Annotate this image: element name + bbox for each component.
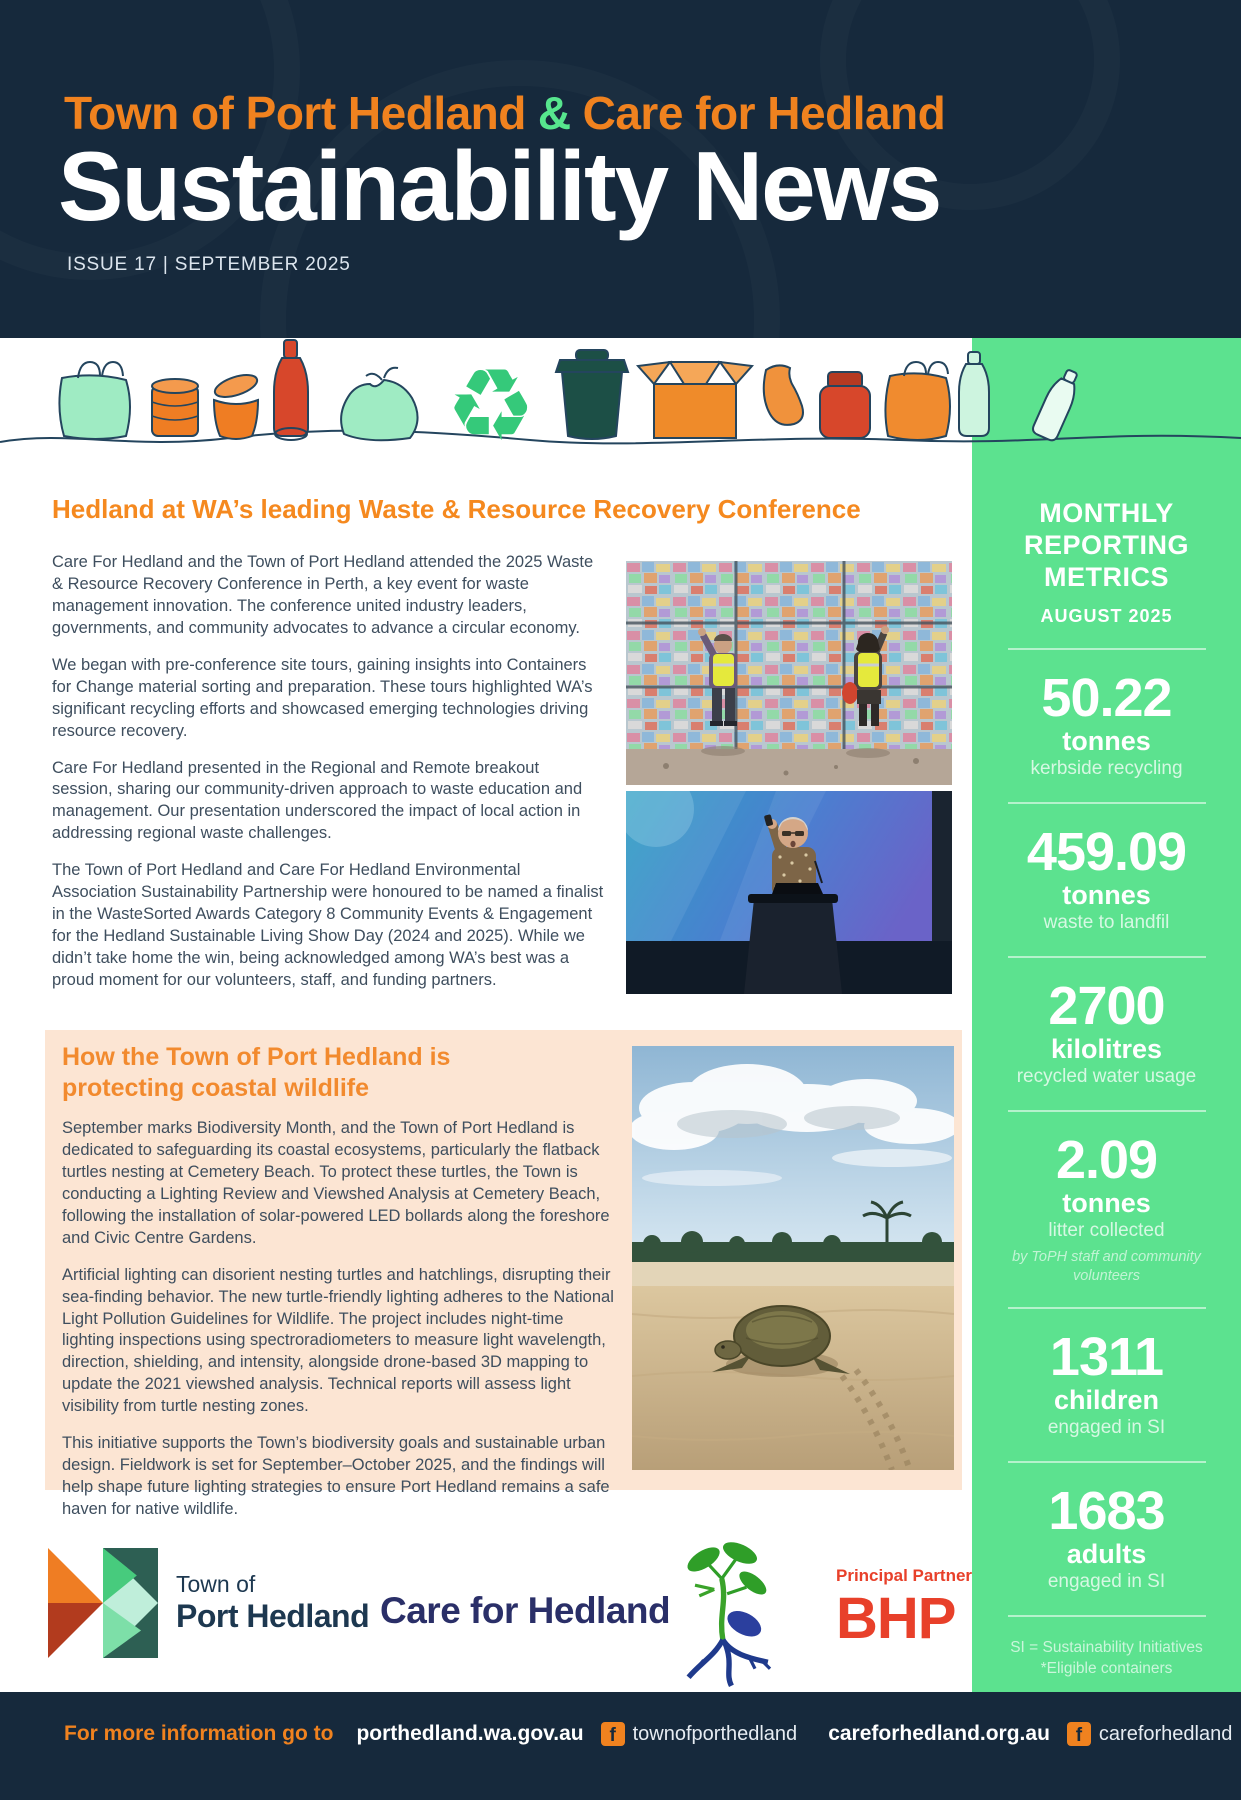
mangrove-seedling-icon	[670, 1538, 780, 1688]
metric-unit: kilolitres	[1050, 1033, 1163, 1064]
toph-website-link[interactable]: porthedland.wa.gov.au	[356, 1722, 584, 1745]
metric-value: 1311	[1049, 1326, 1164, 1387]
metric-unit: tonnes	[1062, 879, 1151, 910]
article2-body	[62, 1118, 614, 1536]
divider	[1008, 648, 1206, 650]
article2-heading: How the Town of Port Hedland is protecting coastal wildlife	[62, 1043, 451, 1102]
metric-label: waste to landfil	[1043, 912, 1170, 933]
bhp-partner-logo	[836, 1566, 973, 1651]
paragraph: The Town of Port Hedland and Care For Hedland Environmental Association Sustainability Partnership were honoured to be named a finalist in the WasteSorted Awards Category 8 Community Events & Engagement for the Hedland Sustainable Living Show Day (2024 and 2025). While we didn’t take home the win, being acknowledged among WA’s best was a proud moment for our volunteers, staff, and funding partners.	[52, 861, 604, 989]
toph-line1: Town of	[176, 1571, 256, 1597]
metric-value: 459.09	[1026, 821, 1187, 882]
paragraph: This initiative supports the Town’s biodiversity goals and sustainable urban design. Fieldwork is set for September–October 2025, and the findings will help shape future lighting strategies to ensure Port Hedland remains a safe haven for native wildlife.	[62, 1434, 610, 1518]
metric-unit: tonnes	[1062, 1187, 1151, 1218]
care-facebook-handle: careforhedland	[1098, 1722, 1233, 1745]
metric-litter-collected	[988, 1129, 1225, 1286]
issue-line: ISSUE 17 | SEPTEMBER 2025	[67, 254, 351, 275]
care-website-link[interactable]: careforhedland.org.au	[828, 1722, 1050, 1745]
toph-facebook-handle: townofporthedland	[632, 1722, 798, 1745]
metric-children-engaged	[988, 1326, 1225, 1440]
care-logo-text: Care for Hedland	[380, 1590, 671, 1631]
metric-kerbside-recycling	[988, 667, 1225, 781]
toph-logo-mark	[48, 1548, 158, 1658]
paragraph: Care For Hedland and the Town of Port Hedland attended the 2025 Waste & Resource Recovery Conference in Perth, a key event for waste management innovation. The conference united industry leaders, governments, and community advocates to advance a circular economy.	[52, 553, 594, 637]
plastic-bottle-icon	[1031, 366, 1084, 442]
footer	[0, 1692, 1241, 1800]
toph-logo-text	[176, 1571, 369, 1635]
metric-label: litter collected	[1048, 1220, 1165, 1242]
metric-value: 1683	[1048, 1480, 1165, 1541]
metric-unit: children	[1053, 1384, 1160, 1415]
trash-bag-icon	[341, 368, 417, 441]
paragraph: Artificial lighting can disorient nesting turtles and hatchlings, disrupting their sea-finding behavior. The new turtle-friendly lighting adheres to the National Light Pollution Guidelines for Wildlife. The project includes night-time lighting inspections using spectroradiometers to measure light wavelength, direction, shielding, and intensity, alongside drone-based 3D mapping to update the 2021 viewshed analysis. Technical reports will assess light visibility from turtle nesting zones.	[62, 1265, 614, 1416]
stocking-icon	[764, 365, 803, 424]
sidebar-footnote	[988, 1638, 1225, 1680]
ampersand: &	[537, 87, 571, 139]
turtle-beach-photo	[632, 1046, 954, 1470]
principal-partner-label: Principal Partner	[836, 1566, 973, 1585]
divider	[1008, 1307, 1206, 1309]
divider	[1008, 956, 1206, 958]
sidebar-title: MONTHLY REPORTING METRICS	[1023, 498, 1189, 592]
divider	[1008, 1461, 1206, 1463]
org-name-care: Care for Hedland	[582, 87, 946, 139]
facebook-icon: f	[601, 1722, 625, 1746]
toph-logo	[48, 1548, 369, 1658]
footer-prompt: For more information go to	[64, 1722, 334, 1745]
metric-label: kerbside recycling	[1030, 757, 1183, 779]
shopping-bag-icon	[885, 362, 950, 440]
article1-heading: Hedland at WA’s leading Waste & Resource Recovery Conference	[52, 494, 861, 524]
org-name-toph: Town of Port Hedland	[64, 87, 526, 139]
masthead	[0, 0, 1241, 338]
open-can-icon	[212, 371, 259, 439]
paragraph: Care For Hedland presented in the Regional and Remote breakout session, sharing our community-driven approach to waste education and management. Our presentation underscored the impact of local action in addressing regional waste challenges.	[52, 758, 583, 843]
metric-label: recycled water usage	[1016, 1066, 1197, 1088]
jar-icon	[820, 372, 870, 438]
metric-label: engaged in SI	[1047, 1417, 1166, 1439]
care-facebook-link[interactable]	[1067, 1722, 1232, 1746]
metric-waste-to-landfill	[988, 821, 1225, 935]
sidebar-subtitle: AUGUST 2025	[1040, 605, 1173, 626]
metric-value: 2700	[1048, 975, 1165, 1036]
bhp-logo-text: BHP	[836, 1586, 956, 1651]
paragraph: September marks Biodiversity Month, and the Town of Port Hedland is dedicated to safeguarding its coastal ecosystems, particularly the flatback turtles nesting at Cemetery Beach. To protect these turtles, the Town is conducting a Lighting Review and Viewshed Analysis at Cemetery Beach, following the installation of solar-powered LED bollards along the foreshore and Civic Centre Gardens.	[62, 1119, 610, 1247]
metric-label: engaged in SI	[1047, 1571, 1166, 1593]
metric-adults-engaged	[988, 1480, 1225, 1594]
toph-facebook-link[interactable]	[601, 1722, 798, 1746]
conference-recycling-wall-photo	[626, 561, 952, 785]
metric-unit: tonnes	[1062, 725, 1151, 756]
metric-unit: adults	[1066, 1538, 1147, 1569]
metric-recycled-water	[988, 975, 1225, 1089]
divider	[1008, 1110, 1206, 1112]
svg-text:♻: ♻	[446, 347, 536, 462]
tin-can-icon	[152, 379, 198, 436]
divider	[1008, 802, 1206, 804]
plastic-bag-icon	[59, 362, 130, 439]
metrics-sidebar	[972, 338, 1241, 1692]
paragraph: We began with pre-conference site tours, gaining insights into Containers for Change material sorting and preparation. These tours highlighted WA’s significant recycling efforts and showcased emerging technologies driving resource recovery.	[52, 655, 593, 740]
newsletter-title: Sustainability News	[58, 131, 941, 241]
metric-value: 2.09	[1055, 1129, 1158, 1190]
footnote-line: *Eligible containers	[1040, 1659, 1173, 1677]
metric-note: by ToPH staff and community volunteers	[1012, 1249, 1201, 1284]
bottle-icon	[274, 340, 308, 440]
care-for-hedland-logo	[380, 1538, 780, 1688]
divider	[1008, 1615, 1206, 1617]
facebook-icon: f	[1067, 1722, 1091, 1746]
cardboard-box-icon	[638, 362, 752, 438]
metric-value: 50.22	[1041, 667, 1172, 728]
article1-body	[52, 552, 604, 1007]
plastic-bottle-icon	[959, 352, 989, 436]
toph-line2: Port Hedland	[176, 1598, 370, 1634]
footnote-line: SI = Sustainability Initiatives	[1010, 1638, 1203, 1656]
presentation-speaker-photo	[626, 791, 952, 994]
wheelie-bin-icon	[556, 350, 628, 439]
recycling-illustration-band	[0, 330, 1241, 462]
recycle-arrows-icon	[446, 347, 536, 462]
